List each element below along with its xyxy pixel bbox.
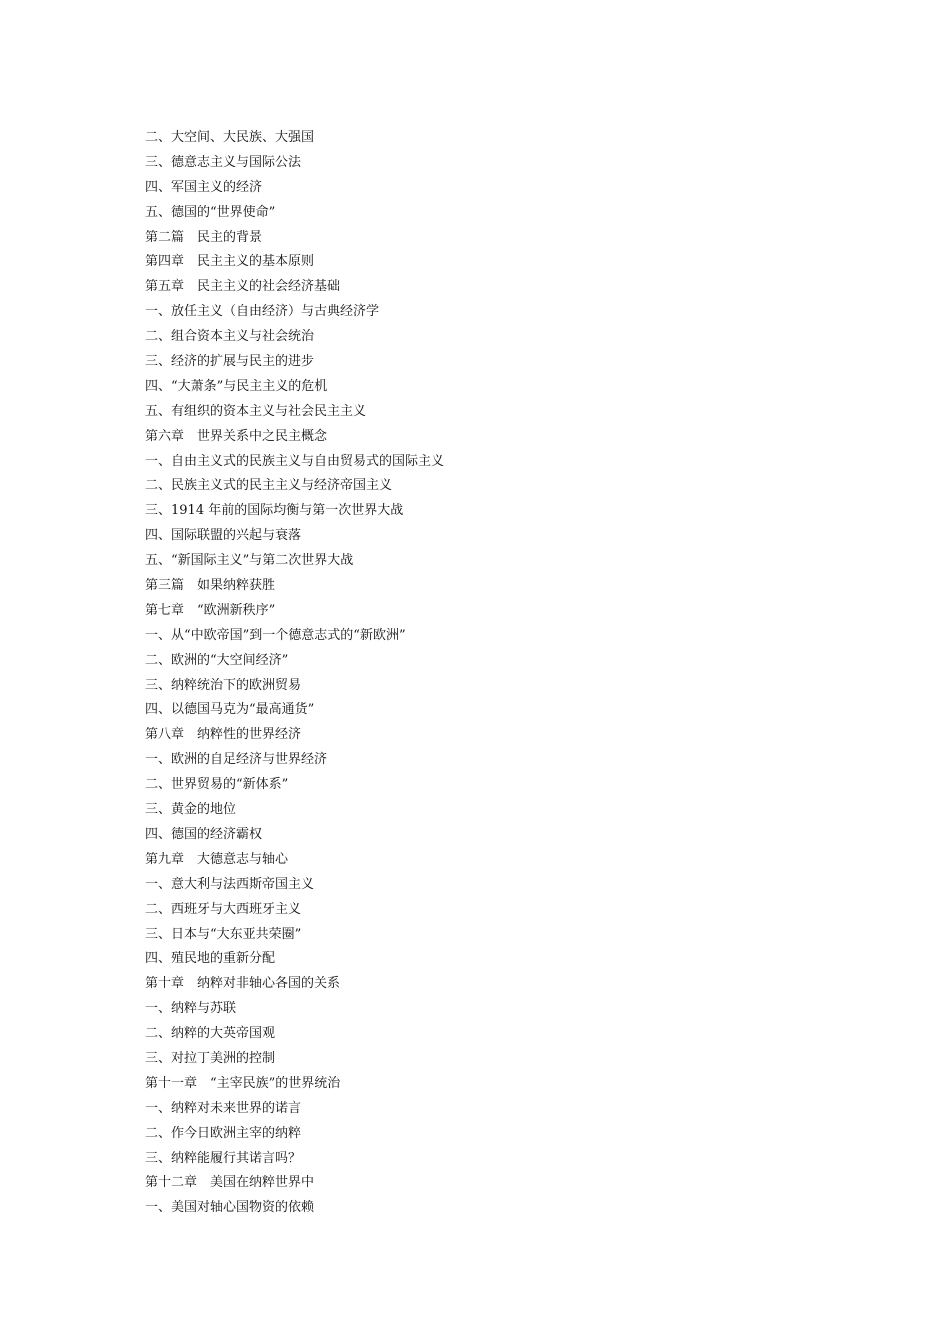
toc-line: 三、1914 年前的国际均衡与第一次世界大战 (145, 503, 404, 519)
toc-line: 二、纳粹的大英帝国观 (145, 1026, 276, 1042)
toc-line: 二、世界贸易的“新体系” (145, 777, 289, 793)
toc-line: 第五章 民主主义的社会经济基础 (145, 279, 341, 295)
toc-line: 四、以德国马克为“最高通货” (145, 702, 315, 718)
toc-line: 一、纳粹与苏联 (145, 1001, 237, 1017)
toc-line: 三、对拉丁美洲的控制 (145, 1050, 276, 1066)
toc-line: 一、自由主义式的民族主义与自由贸易式的国际主义 (145, 453, 445, 469)
toc-line: 第七章 “欧洲新秩序” (145, 602, 276, 618)
toc-line: 四、“大萧条”与民主主义的危机 (145, 378, 328, 394)
toc-line: 二、欧洲的“大空间经济” (145, 652, 289, 668)
toc-line: 三、德意志主义与国际公法 (145, 154, 302, 170)
toc-line: 一、欧洲的自足经济与世界经济 (145, 752, 328, 768)
toc-line: 一、意大利与法西斯帝国主义 (145, 876, 315, 892)
toc-line: 五、有组织的资本主义与社会民主主义 (145, 403, 367, 419)
toc-line: 一、纳粹对未来世界的诺言 (145, 1100, 302, 1116)
toc-line: 第四章 民主主义的基本原则 (145, 254, 315, 270)
toc-line: 二、大空间、大民族、大强国 (145, 130, 315, 145)
toc-line: 三、黄金的地位 (145, 802, 237, 818)
toc-line: 第三篇 如果纳粹获胜 (145, 578, 276, 594)
toc-line: 五、德国的“世界使命” (145, 204, 276, 220)
toc-line: 三、纳粹统治下的欧洲贸易 (145, 677, 302, 693)
toc-line: 二、民族主义式的民主主义与经济帝国主义 (145, 478, 393, 494)
toc-line: 一、从“中欧帝国”到一个德意志式的“新欧洲” (145, 627, 406, 643)
toc-line: 第九章 大德意志与轴心 (145, 851, 289, 867)
toc-line: 第十二章 美国在纳粹世界中 (145, 1175, 315, 1191)
toc-line: 四、德国的经济霸权 (145, 826, 263, 842)
toc-line: 第十一章 “主宰民族”的世界统治 (145, 1075, 341, 1091)
toc-line: 二、作今日欧洲主宰的纳粹 (145, 1125, 302, 1141)
toc-line: 一、放任主义（自由经济）与古典经济学 (145, 304, 380, 320)
toc-line: 一、美国对轴心国物资的依赖 (145, 1200, 315, 1216)
toc-line: 四、军国主义的经济 (145, 179, 263, 195)
toc-line: 三、经济的扩展与民主的进步 (145, 354, 315, 370)
toc-line: 四、国际联盟的兴起与衰落 (145, 528, 302, 544)
toc-line: 二、西班牙与大西班牙主义 (145, 901, 302, 917)
toc-line: 第十章 纳粹对非轴心各国的关系 (145, 976, 341, 992)
toc-line: 第六章 世界关系中之民主概念 (145, 428, 328, 444)
table-of-contents (145, 126, 845, 1221)
toc-line: 二、组合资本主义与社会统治 (145, 329, 315, 345)
toc-line: 五、“新国际主义”与第二次世界大战 (145, 553, 354, 569)
toc-line: 三、日本与“大东亚共荣圈” (145, 926, 302, 942)
toc-line: 第二篇 民主的背景 (145, 229, 263, 245)
toc-line: 四、殖民地的重新分配 (145, 951, 276, 967)
toc-line: 第八章 纳粹性的世界经济 (145, 727, 302, 743)
toc-line: 三、纳粹能履行其诺言吗？ (145, 1150, 302, 1166)
